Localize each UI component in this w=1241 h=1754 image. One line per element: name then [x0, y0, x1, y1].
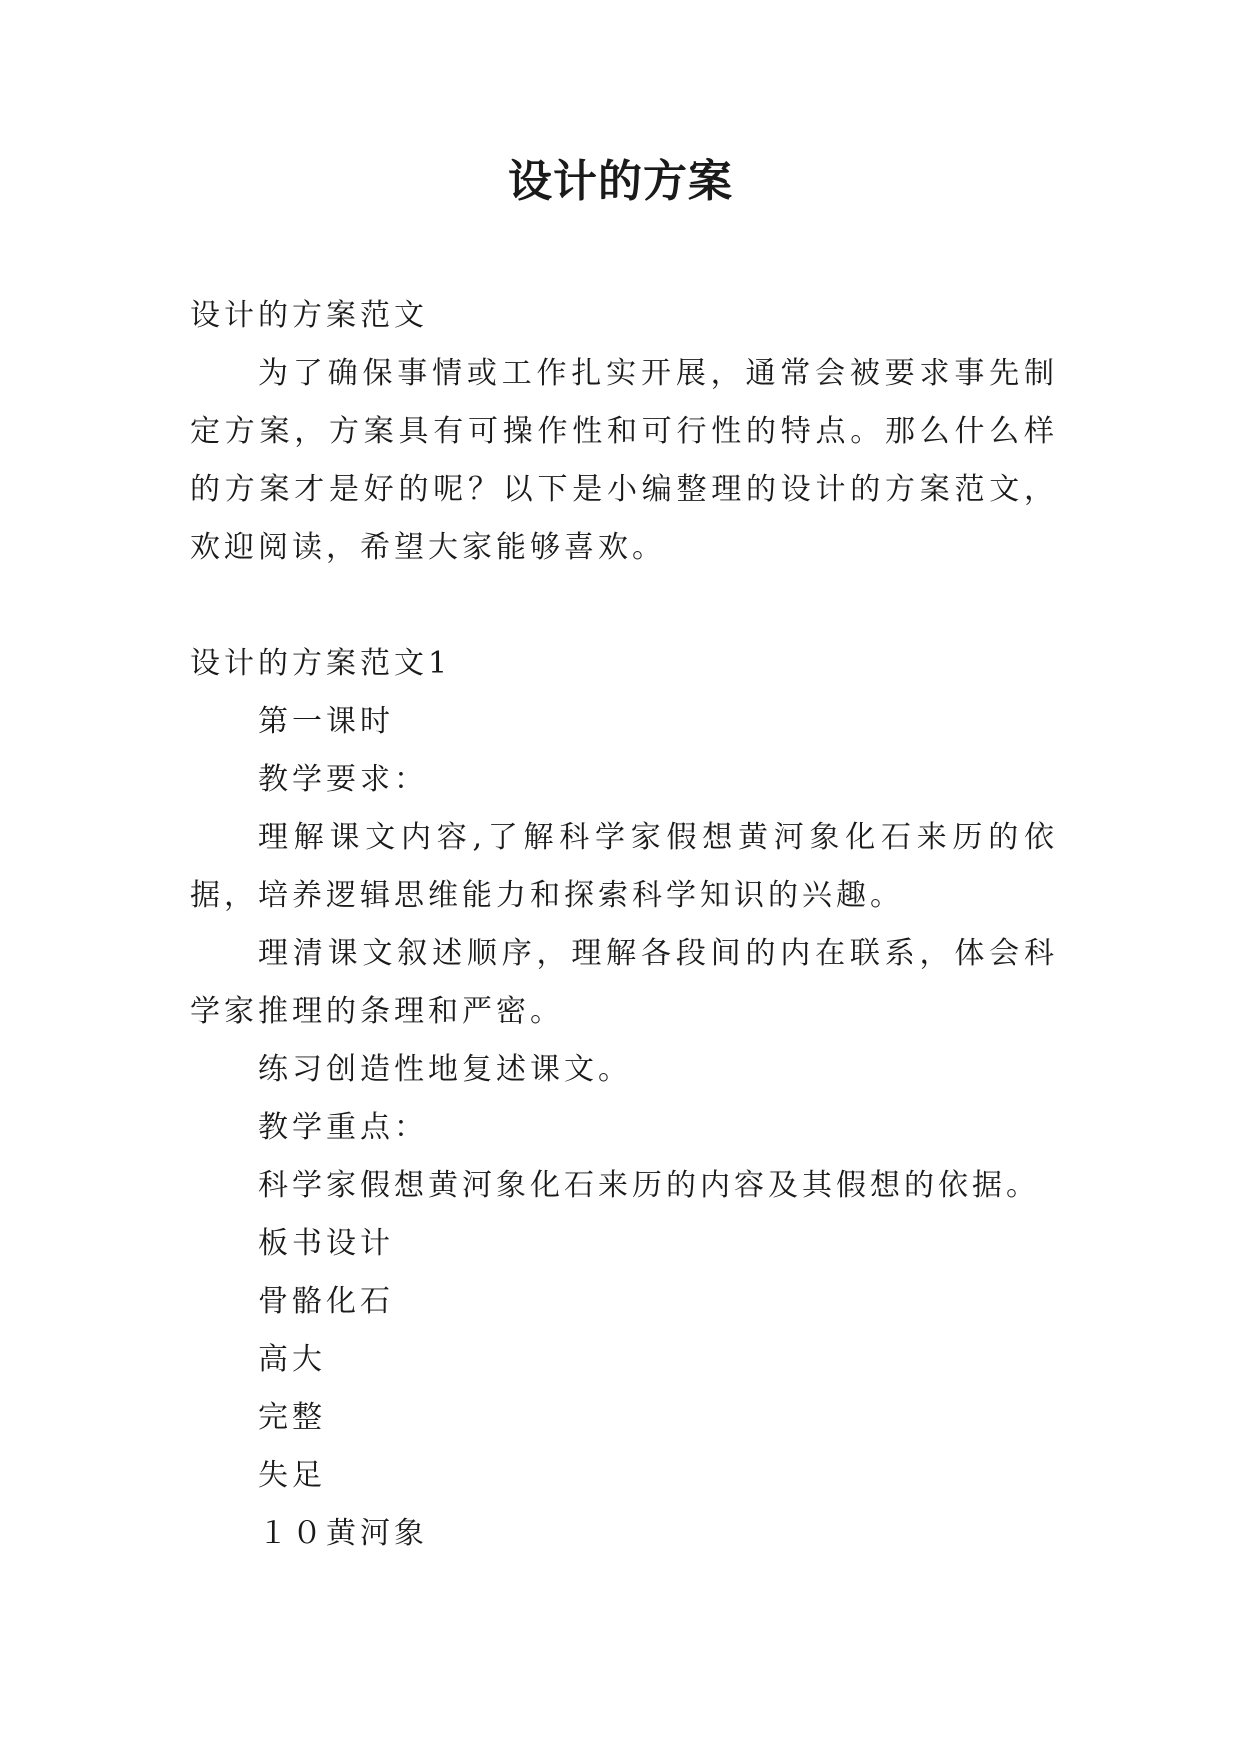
- document-title: 设计的方案: [508, 156, 733, 207]
- requirement-paragraph: 练习创造性地复述课文。: [258, 1052, 632, 1087]
- document-body: [190, 287, 1058, 1563]
- subtitle: 设计的方案范文: [190, 298, 428, 333]
- board-item: 高大: [258, 1342, 326, 1377]
- lesson-label: 第一课时: [258, 704, 394, 739]
- board-design-label: 板书设计: [258, 1226, 394, 1261]
- requirement-paragraph: 理解课文内容,了解科学家假想黄河象化石来历的依据，培养逻辑思维能力和探索科学知识的兴趣。: [190, 820, 1058, 913]
- focus-paragraph: 科学家假想黄河象化石来历的内容及其假想的依据。: [258, 1168, 1040, 1203]
- intro-paragraph: 为了确保事情或工作扎实开展，通常会被要求事先制定方案，方案具有可操作性和可行性的特点。那么什么样的方案才是好的呢？以下是小编整理的设计的方案范文，欢迎阅读，希望大家能够喜欢。: [190, 356, 1058, 565]
- section-heading: 设计的方案范文1: [190, 646, 452, 681]
- board-item: 完整: [258, 1400, 326, 1435]
- board-item: 失足: [258, 1458, 326, 1493]
- board-item: 骨骼化石: [258, 1284, 394, 1319]
- focus-label: 教学重点：: [258, 1110, 428, 1145]
- spacer: [190, 577, 1058, 635]
- board-item: １０黄河象: [258, 1516, 428, 1551]
- requirements-label: 教学要求：: [258, 762, 428, 797]
- requirement-paragraph: 理清课文叙述顺序，理解各段间的内在联系，体会科学家推理的条理和严密。: [190, 936, 1058, 1029]
